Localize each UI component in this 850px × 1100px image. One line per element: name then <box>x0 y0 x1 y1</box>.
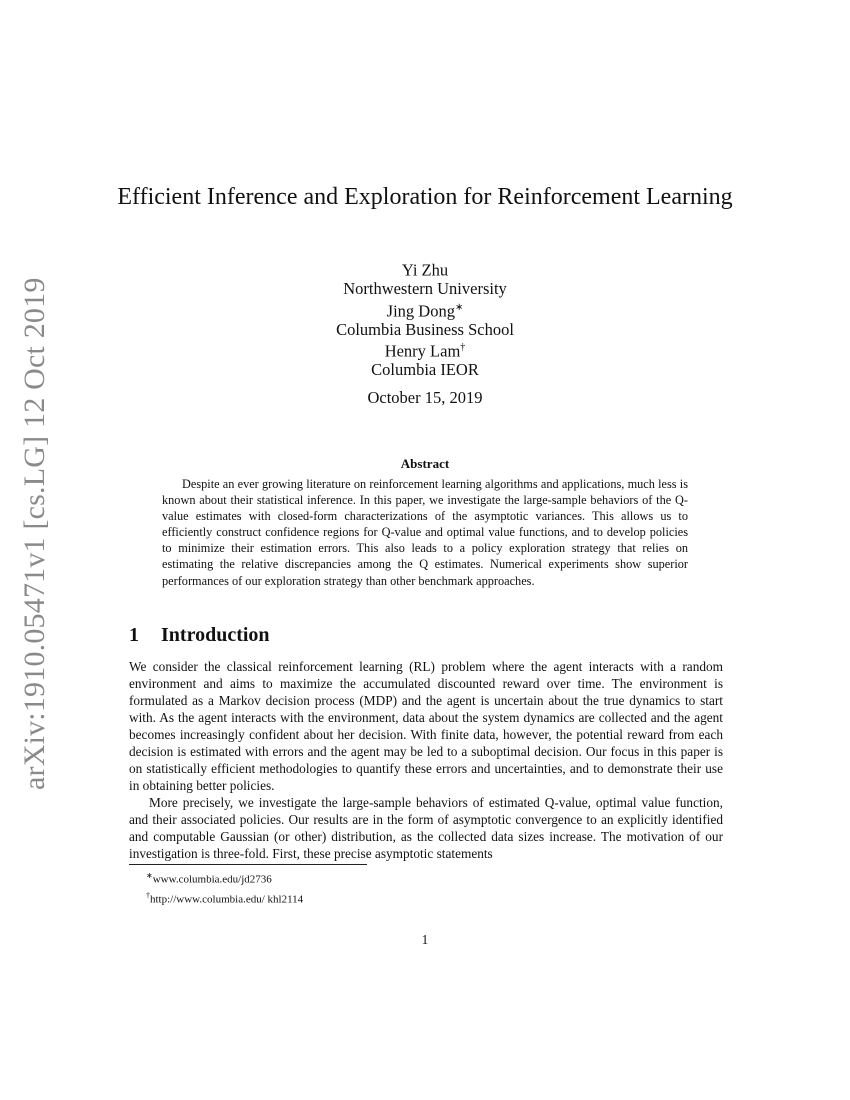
footnote-divider <box>129 864 367 865</box>
footnotes <box>146 868 303 907</box>
paragraph: More precisely, we investigate the large-sample behaviors of estimated Q-value, optimal value function, and their associated policies. Our results are in the form of asymptotic convergence to an explicitly identified and computable Gaussian (or other) distribution, as the collected data sizes increase. The motivation of our investigation is three-fold. First, these precise asymptotic statements <box>129 795 723 861</box>
introduction-body <box>129 658 723 862</box>
footnote-link[interactable]: http://www.columbia.edu/ khl2114 <box>150 893 304 906</box>
author-affiliation: Northwestern University <box>343 279 507 299</box>
section-heading <box>129 624 270 647</box>
author-affiliation: Columbia IEOR <box>371 360 479 380</box>
paper-title: Efficient Inference and Exploration for Reinforcement Learning <box>117 184 733 210</box>
author-name: Yi Zhu <box>401 260 449 280</box>
abstract-heading: Abstract <box>400 456 450 471</box>
abstract-text: Despite an ever growing literature on reinforcement learning algorithms and applications, much less is known about their statistical inference. In this paper, we investigate the large-sample behaviors of the Q-value estimates with closed-form characterizations of the asymptotic variances. This allows us to efficiently construct confidence regions for Q-value and optimal value functions, and to develop policies to minimize their estimation errors. This also leads to a policy exploration strategy that relies on estimating the relative discrepancies among the Q estimates. Numerical experiments show superior performances of our exploration strategy than other benchmark approaches. <box>162 477 688 588</box>
author-name: Henry Lam† <box>384 341 466 361</box>
footnote: ∗www.columbia.edu/jd2736 <box>146 871 272 886</box>
section-title: Introduction <box>161 624 270 646</box>
paragraph: We consider the classical reinforcement learning (RL) problem where the agent interacts with a random environment and aims to maximize the accumulated discounted reward over time. The environment is formulated as a Markov decision process (MDP) and the agent is uncertain about the true dynamics to start with. As the agent interacts with the environment, data about the system dynamics are collected and the agent becomes increasingly confident about her decision. With finite data, however, the potential reward from each decision is estimated with errors and the agent may be led to a suboptimal decision. Our focus in this paper is on statistically efficient methodologies to quantify these errors and uncertainties, and to demonstrate their use in obtaining better policies. <box>129 659 723 793</box>
author-name: Jing Dong∗ <box>386 301 464 321</box>
paper-date: October 15, 2019 <box>367 388 483 407</box>
page-number: 1 <box>421 932 429 947</box>
footnote-link[interactable]: www.columbia.edu/jd2736 <box>152 873 272 886</box>
section-number: 1 <box>129 624 139 646</box>
arxiv-identifier: arXiv:1910.05471v1 [cs.LG] 12 Oct 2019 <box>18 277 51 790</box>
author-affiliation: Columbia Business School <box>336 319 514 339</box>
footnote: †http://www.columbia.edu/ khl2114 <box>146 890 304 906</box>
author-block <box>225 258 625 380</box>
